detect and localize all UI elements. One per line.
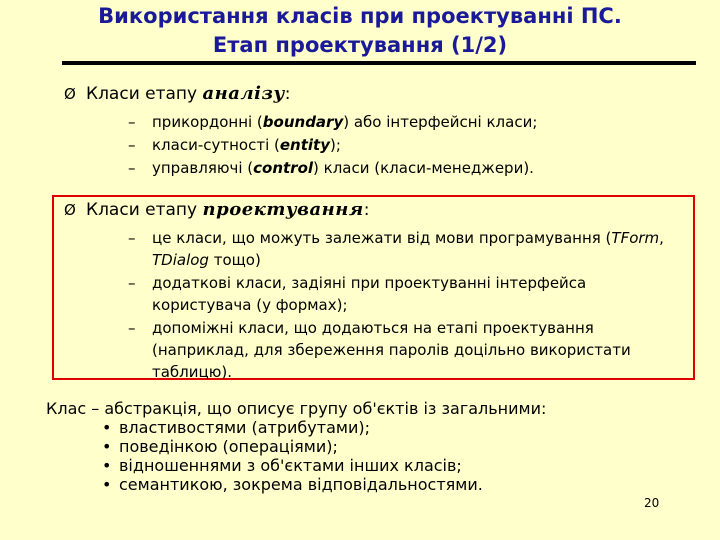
item-text: семантикою, зокрема відповідальностями. bbox=[119, 475, 483, 494]
title-line-2: Етап проектування (1/2) bbox=[212, 33, 508, 57]
item-text: додаткові класи, задіяні при проектуванні інтерфейса bbox=[152, 274, 587, 292]
page-number: 20 bbox=[644, 496, 660, 510]
design-item-helper-classes bbox=[128, 317, 631, 383]
item-italic: TForm bbox=[611, 229, 660, 247]
item-text: (наприклад, для збереження паролів доцільно використати bbox=[152, 341, 631, 359]
definition-item-semantics bbox=[102, 475, 483, 494]
arrow-bullet-icon: Ø bbox=[64, 201, 76, 219]
design-emphasis: проектування bbox=[202, 199, 364, 220]
item-text: ) або інтерфейсні класи; bbox=[343, 113, 538, 131]
analysis-item-entity bbox=[128, 134, 341, 156]
design-label: Класи етапу bbox=[86, 200, 203, 220]
design-item-language-classes bbox=[128, 227, 664, 271]
analysis-colon: : bbox=[284, 84, 291, 104]
analysis-heading bbox=[64, 83, 290, 105]
dash-marker: – bbox=[128, 319, 136, 337]
design-colon: : bbox=[363, 200, 370, 220]
item-keyword: entity bbox=[279, 136, 330, 154]
item-text: відношеннями з об'єктами інших класів; bbox=[119, 456, 462, 475]
item-text: управляючі ( bbox=[152, 159, 254, 177]
item-text: властивостями (атрибутами); bbox=[119, 418, 370, 437]
analysis-label: Класи етапу bbox=[86, 84, 203, 104]
definition-item-behavior bbox=[102, 437, 338, 456]
design-heading bbox=[64, 199, 369, 221]
bullet-dot-icon: • bbox=[102, 475, 112, 494]
dash-marker: – bbox=[128, 113, 136, 131]
item-text: це класи, що можуть залежати від мови програмування ( bbox=[152, 229, 612, 247]
title-line-1: Використання класів при проектуванні ПС. bbox=[98, 4, 622, 28]
bullet-dot-icon: • bbox=[102, 418, 112, 437]
dash-marker: – bbox=[128, 136, 136, 154]
design-item-additional-classes bbox=[128, 272, 586, 316]
dash-marker: – bbox=[128, 159, 136, 177]
definition-item-relations bbox=[102, 456, 462, 475]
definition-item-properties bbox=[102, 418, 370, 437]
item-keyword: boundary bbox=[262, 113, 344, 131]
item-text: таблицю). bbox=[152, 363, 232, 381]
item-text: , bbox=[659, 229, 664, 247]
item-text: ) класи (класи-менеджери). bbox=[313, 159, 534, 177]
bullet-dot-icon: • bbox=[102, 437, 112, 456]
class-definition-intro: Клас – абстракція, що описує групу об'єктів із загальними: bbox=[46, 399, 547, 418]
dash-marker: – bbox=[128, 229, 136, 247]
arrow-bullet-icon: Ø bbox=[64, 85, 76, 103]
item-italic: TDialog bbox=[152, 251, 209, 269]
item-text: поведінкою (операціями); bbox=[119, 437, 338, 456]
analysis-item-boundary bbox=[128, 111, 537, 133]
analysis-emphasis: аналізу bbox=[202, 83, 285, 104]
analysis-item-control bbox=[128, 157, 534, 179]
item-text: тощо) bbox=[208, 251, 261, 269]
item-text: користувача (у формах); bbox=[152, 296, 348, 314]
item-text: прикордонні ( bbox=[152, 113, 263, 131]
item-keyword: control bbox=[253, 159, 314, 177]
slide-title bbox=[0, 2, 720, 60]
dash-marker: – bbox=[128, 274, 136, 292]
item-text: класи-сутності ( bbox=[152, 136, 280, 154]
title-underline bbox=[62, 61, 696, 65]
item-text: ); bbox=[330, 136, 341, 154]
item-text: допоміжні класи, що додаються на етапі проектування bbox=[152, 319, 594, 337]
bullet-dot-icon: • bbox=[102, 456, 112, 475]
